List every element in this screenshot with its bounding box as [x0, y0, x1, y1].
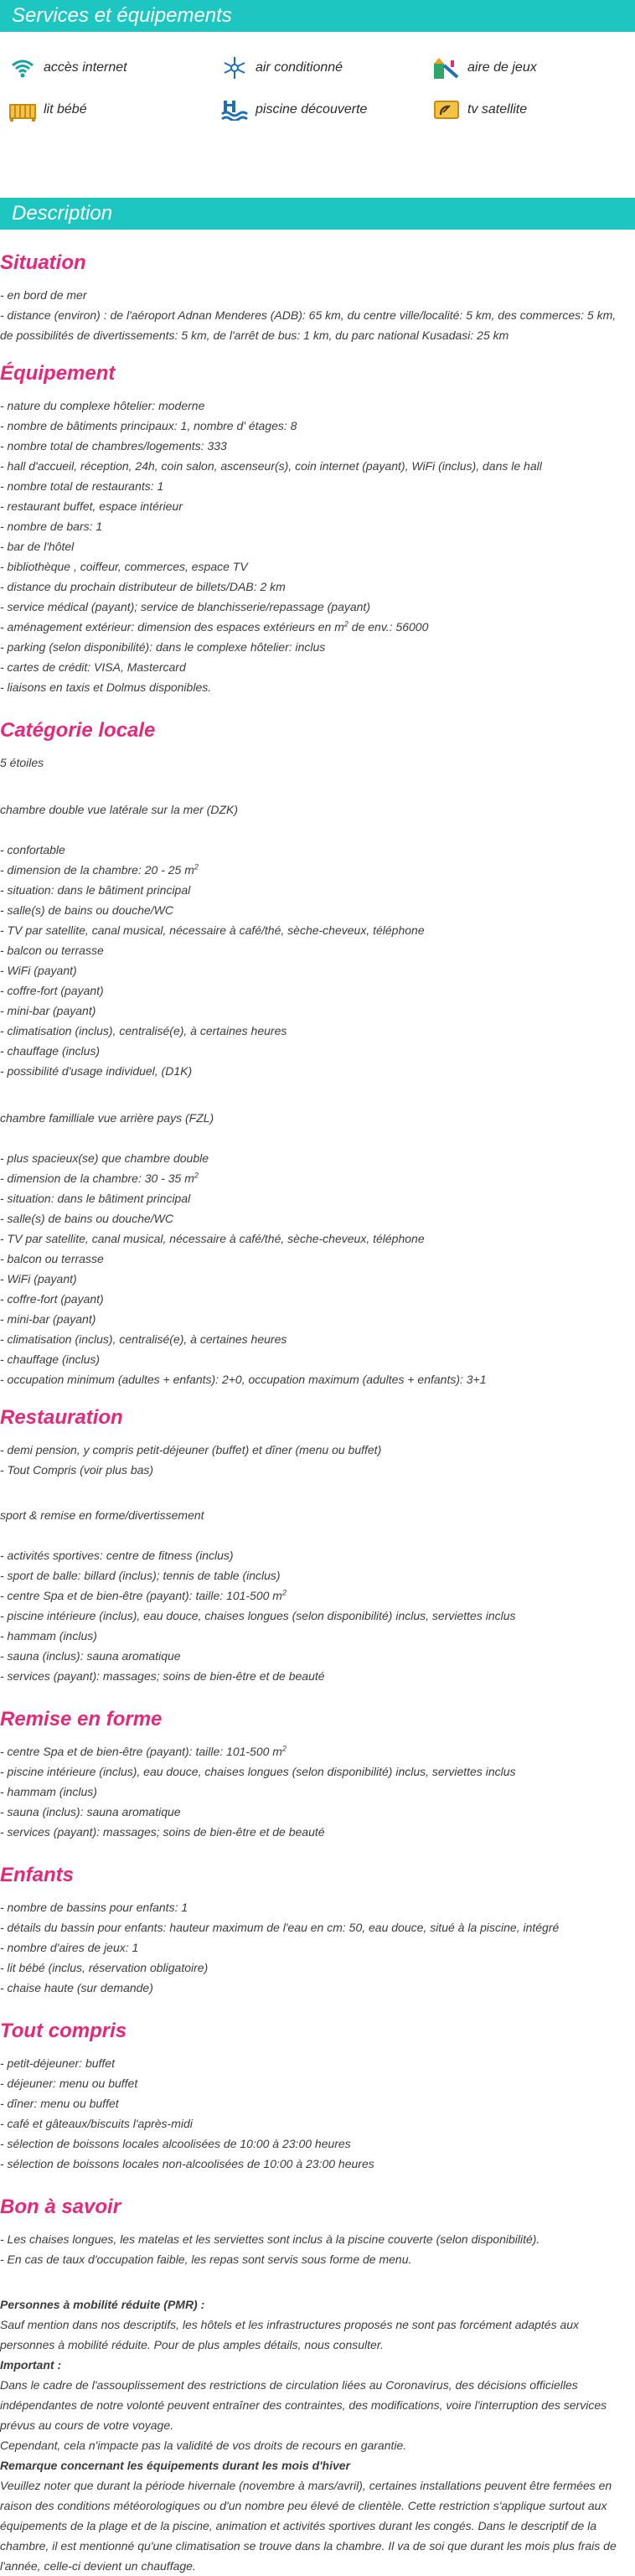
description-header	[0, 198, 635, 230]
service-satellite-tv	[432, 89, 635, 131]
important-text: Dans le cadre de l'assouplissement des restrictions de circulation liées au Coronavirus, des décisions officielles indépendantes de notre volonté peuvent entraîner des contraintes, des modifications, voire l'interruption des services prévus au cours de votre voyage.	[0, 2378, 607, 2432]
tout-compris-text	[0, 2053, 635, 2174]
pool-icon	[220, 97, 249, 122]
text-line: - coffre-fort (payant)	[0, 984, 104, 997]
winter-text: Veuillez noter que durant la période hivernale (novembre à mars/avril), certaines installations peuvent être fermées en raison des conditions météorologiques ou d'un nombre peu élevé de clientèle. Cette restriction s'applique surtout aux équipements de la plage et de la piscine, animation et activités sportives durant les congés. Dans le descriptif de la chambre, il est mentionné qu'une climatisation se trouve dans la chambre. Il va de soi que durant les mois plus frais de l'année, celle-ci devient un chauffage.	[0, 2479, 617, 2573]
enfants-heading: Enfants	[0, 1864, 75, 1886]
text-line: - liaisons en taxis et Dolmus disponibles.	[0, 680, 212, 694]
text-line: - chauffage (inclus)	[0, 1044, 101, 1058]
remise-text	[0, 1741, 635, 1842]
text-line: - nombre de bâtiments principaux: 1, nombre d' étages: 8	[0, 419, 297, 432]
text-line: - chauffage (inclus)	[0, 1353, 101, 1366]
text-line: - détails du bassin pour enfants: hauteur maximum de l'eau en cm: 50, eau douce, situé à la piscine, intégré	[0, 1921, 560, 1934]
text-line: - services (payant): massages; soins de bien-être et de beauté	[0, 1825, 325, 1839]
room-name: chambre familliale vue arrière pays (FZL)	[0, 1111, 214, 1125]
text-line: - sport de balle: billard (inclus); tennis de table (inclus)	[0, 1569, 281, 1582]
categorie-heading: Catégorie locale	[0, 719, 156, 742]
text-line: - activités sportives: centre de fitness (inclus)	[0, 1549, 234, 1562]
text-line: - climatisation (inclus), centralisé(e), à certaines heures	[0, 1332, 287, 1346]
enfants-text	[0, 1897, 635, 1998]
situation-heading: Situation	[0, 251, 86, 274]
text-line: - nombre d'aires de jeux: 1	[0, 1941, 139, 1954]
description-title: Description	[12, 202, 113, 225]
text-line: - piscine intérieure (inclus), eau douce, chaises longues (selon disponibilité) inclus, serviettes inclus	[0, 1609, 516, 1622]
room-name: chambre double vue latérale sur la mer (DZK)	[0, 803, 239, 816]
text-line: - hall d'accueil, réception, 24h, coin salon, ascenseur(s), coin internet (payant), WiFi (inclus), dans le hall	[0, 459, 542, 473]
text-line: - bar de l'hôtel	[0, 540, 75, 553]
text-line: de possibilités de divertissements: 5 km, de l'arrêt de bus: 1 km, du parc national Kusadasi: 25 km	[0, 328, 509, 342]
text-line: - hammam (inclus)	[0, 1785, 97, 1798]
text-line: - aménagement extérieur: dimension des espaces extérieurs en $m^2$ de env.: 56000	[0, 619, 429, 634]
service-label: tv satellite	[467, 102, 528, 116]
text-line: - nombre de bars: 1	[0, 520, 103, 533]
text-line: - sélection de boissons locales non-alcoolisées de 10:00 à 23:00 heures	[0, 2157, 374, 2170]
enfants-section	[0, 1862, 635, 1998]
service-label: air conditionné	[256, 60, 343, 75]
text-line: - piscine intérieure (inclus), eau douce, chaises longues (selon disponibilité) inclus, serviettes inclus	[0, 1765, 516, 1778]
service-label: accès internet	[44, 60, 127, 75]
text-line: - nature du complexe hôtelier: moderne	[0, 399, 205, 412]
text-line: - services (payant): massages; soins de bien-être et de beauté	[0, 1669, 325, 1683]
categorie-text	[0, 753, 635, 1389]
text-line: - demi pension, y compris petit-déjeuner (buffet) et dîner (menu ou buffet)	[0, 1443, 382, 1456]
service-playground	[432, 47, 635, 89]
text-line: - service médical (payant); service de blanchisserie/repassage (payant)	[0, 600, 370, 613]
text-line: - sauna (inclus): sauna aromatique	[0, 1805, 181, 1818]
text-line: - petit-déjeuner: buffet	[0, 2056, 115, 2070]
text-line: - Les chaises longues, les matelas et les serviettes sont inclus à la piscine couverte (selon disponibilité).	[0, 2232, 540, 2246]
text-line: - mini-bar (payant)	[0, 1312, 96, 1326]
text-line: - occupation minimum (adultes + enfants): 2+0, occupation maximum (adultes + enfants): 3+1	[0, 1373, 487, 1386]
text-line: - nombre de bassins pour enfants: 1	[0, 1901, 188, 1914]
pmr-title-text: Personnes à mobilité réduite (PMR) :	[0, 2298, 205, 2311]
text-span: - centre Spa et de bien-être (payant): taille: 101-500 m	[0, 1745, 282, 1758]
text-line: - situation: dans le bâtiment principal	[0, 883, 191, 897]
tout-compris-section	[0, 2018, 635, 2174]
text-line: - chaise haute (sur demande)	[0, 1981, 153, 1994]
winter-title-text: Remarque concernant les équipements durant les mois d'hiver	[0, 2459, 351, 2472]
text-line: - bibliothèque , coiffeur, commerces, espace TV	[0, 560, 248, 573]
text-line: - WiFi (payant)	[0, 1272, 77, 1285]
text-line: - Tout Compris (voir plus bas)	[0, 1463, 154, 1477]
text-line: - centre Spa et de bien-être (payant): taille: 101-500 $m^2$	[0, 1588, 287, 1602]
description-content	[0, 250, 635, 2576]
text-line: - TV par satellite, canal musical, nécessaire à café/thé, sèche-cheveux, téléphone	[0, 923, 425, 937]
text-span: - dimension de la chambre: 30 - 35 m	[0, 1172, 194, 1185]
text-line: - mini-bar (payant)	[0, 1004, 96, 1017]
categorie-section	[0, 717, 635, 1389]
equipement-text	[0, 396, 635, 697]
text-line: - climatisation (inclus), centralisé(e), à certaines heures	[0, 1024, 287, 1037]
text-line: - restaurant buffet, espace intérieur	[0, 499, 183, 513]
text-span: - aménagement extérieur: dimension des espaces extérieurs en m	[0, 620, 344, 634]
text-line: - cartes de crédit: VISA, Mastercard	[0, 660, 186, 674]
pmr-block	[0, 2294, 635, 2576]
important-title-text: Important :	[0, 2358, 62, 2372]
text-line: - distance (environ) : de l'aéroport Adnan Menderes (ADB): 65 km, du centre ville/localité: 5 km, des commerces: 5 km,	[0, 308, 617, 322]
sport-heading: sport & remise en forme/divertissement	[0, 1508, 204, 1522]
text-line: - salle(s) de bains ou douche/WC	[0, 903, 173, 917]
equipement-section	[0, 360, 635, 697]
equipement-heading: Équipement	[0, 362, 116, 385]
situation-text	[0, 285, 635, 345]
text-line: - café et gâteaux/biscuits l'après-midi	[0, 2117, 193, 2130]
text-line: - lit bébé (inclus, réservation obligatoire)	[0, 1961, 209, 1974]
remise-heading: Remise en forme	[0, 1708, 163, 1730]
important-title	[0, 2355, 635, 2375]
service-label: piscine découverte	[256, 102, 368, 116]
text-line: - balcon ou terrasse	[0, 1252, 104, 1265]
baby-bed-icon	[8, 97, 37, 122]
text-line: - confortable	[0, 843, 65, 856]
bon-a-savoir-heading: Bon à savoir	[0, 2196, 121, 2218]
text-line: - TV par satellite, canal musical, nécessaire à café/thé, sèche-cheveux, téléphone	[0, 1232, 425, 1245]
text-line: - salle(s) de bains ou douche/WC	[0, 1212, 173, 1225]
tout-compris-heading: Tout compris	[0, 2020, 127, 2042]
text-line: - WiFi (payant)	[0, 964, 77, 977]
services-title: Services et équipements	[12, 4, 232, 27]
text-line: - dimension de la chambre: 30 - 35 $m^2$	[0, 1171, 199, 1185]
stars-line: 5 étoiles	[0, 756, 44, 769]
text-line: - centre Spa et de bien-être (payant): taille: 101-500 $m^2$	[0, 1744, 287, 1758]
wifi-icon	[8, 55, 37, 80]
text-line: - possibilité d'usage individuel, (D1K)	[0, 1064, 193, 1078]
bon-a-savoir-section	[0, 2194, 635, 2576]
service-pool	[220, 89, 432, 131]
text-line: - déjeuner: menu ou buffet	[0, 2077, 138, 2090]
text-line: - coffre-fort (payant)	[0, 1292, 104, 1306]
text-span: - centre Spa et de bien-être (payant): taille: 101-500 m	[0, 1589, 282, 1602]
winter-title	[0, 2455, 635, 2475]
restauration-section	[0, 1404, 635, 1686]
playground-icon	[432, 55, 461, 80]
pmr-text: Sauf mention dans nos descriptifs, les hôtels et les infrastructures proposés ne sont pas forcément adaptés aux personnes à mobilité réduite. Pour de plus amples détails, nous consulter.	[0, 2318, 580, 2351]
bon-a-savoir-text	[0, 2229, 635, 2576]
text-line: - plus spacieux(se) que chambre double	[0, 1151, 209, 1165]
text-line: - parking (selon disponibilité): dans le complexe hôtelier: inclus	[0, 640, 326, 654]
text-line: - en bord de mer	[0, 288, 87, 302]
remise-section	[0, 1706, 635, 1842]
service-label: lit bébé	[44, 102, 87, 116]
text-span: - dimension de la chambre: 20 - 25 m	[0, 863, 194, 877]
text-line: - sélection de boissons locales alcoolisées de 10:00 à 23:00 heures	[0, 2137, 351, 2150]
pmr-title	[0, 2294, 635, 2315]
text-line: - situation: dans le bâtiment principal	[0, 1192, 191, 1205]
text-line: - balcon ou terrasse	[0, 944, 104, 957]
text-line: - dîner: menu ou buffet	[0, 2097, 119, 2110]
service-label: aire de jeux	[467, 60, 537, 75]
important-text-2: Cependant, cela n'impacte pas la validité de vos droits de recours en garantie.	[0, 2439, 407, 2452]
text-line: - hammam (inclus)	[0, 1629, 97, 1642]
text-line: - En cas de taux d'occupation faible, les repas sont servis sous forme de menu.	[0, 2253, 412, 2266]
text-line: - nombre total de restaurants: 1	[0, 479, 164, 493]
restauration-heading: Restauration	[0, 1406, 123, 1429]
text-line: - nombre total de chambres/logements: 333	[0, 439, 227, 453]
text-span: de env.: 56000	[348, 620, 429, 634]
services-grid	[0, 32, 635, 131]
text-line: - sauna (inclus): sauna aromatique	[0, 1649, 181, 1663]
restauration-text	[0, 1440, 635, 1686]
text-line: - distance du prochain distributeur de billets/DAB: 2 km	[0, 580, 286, 593]
services-header	[0, 0, 635, 32]
satellite-tv-icon	[432, 97, 461, 122]
service-internet	[8, 47, 220, 89]
situation-section	[0, 250, 635, 345]
service-aircon	[220, 47, 432, 89]
snowflake-icon	[220, 55, 249, 80]
text-line: - dimension de la chambre: 20 - 25 $m^2$	[0, 862, 199, 877]
service-babybed	[8, 89, 220, 131]
